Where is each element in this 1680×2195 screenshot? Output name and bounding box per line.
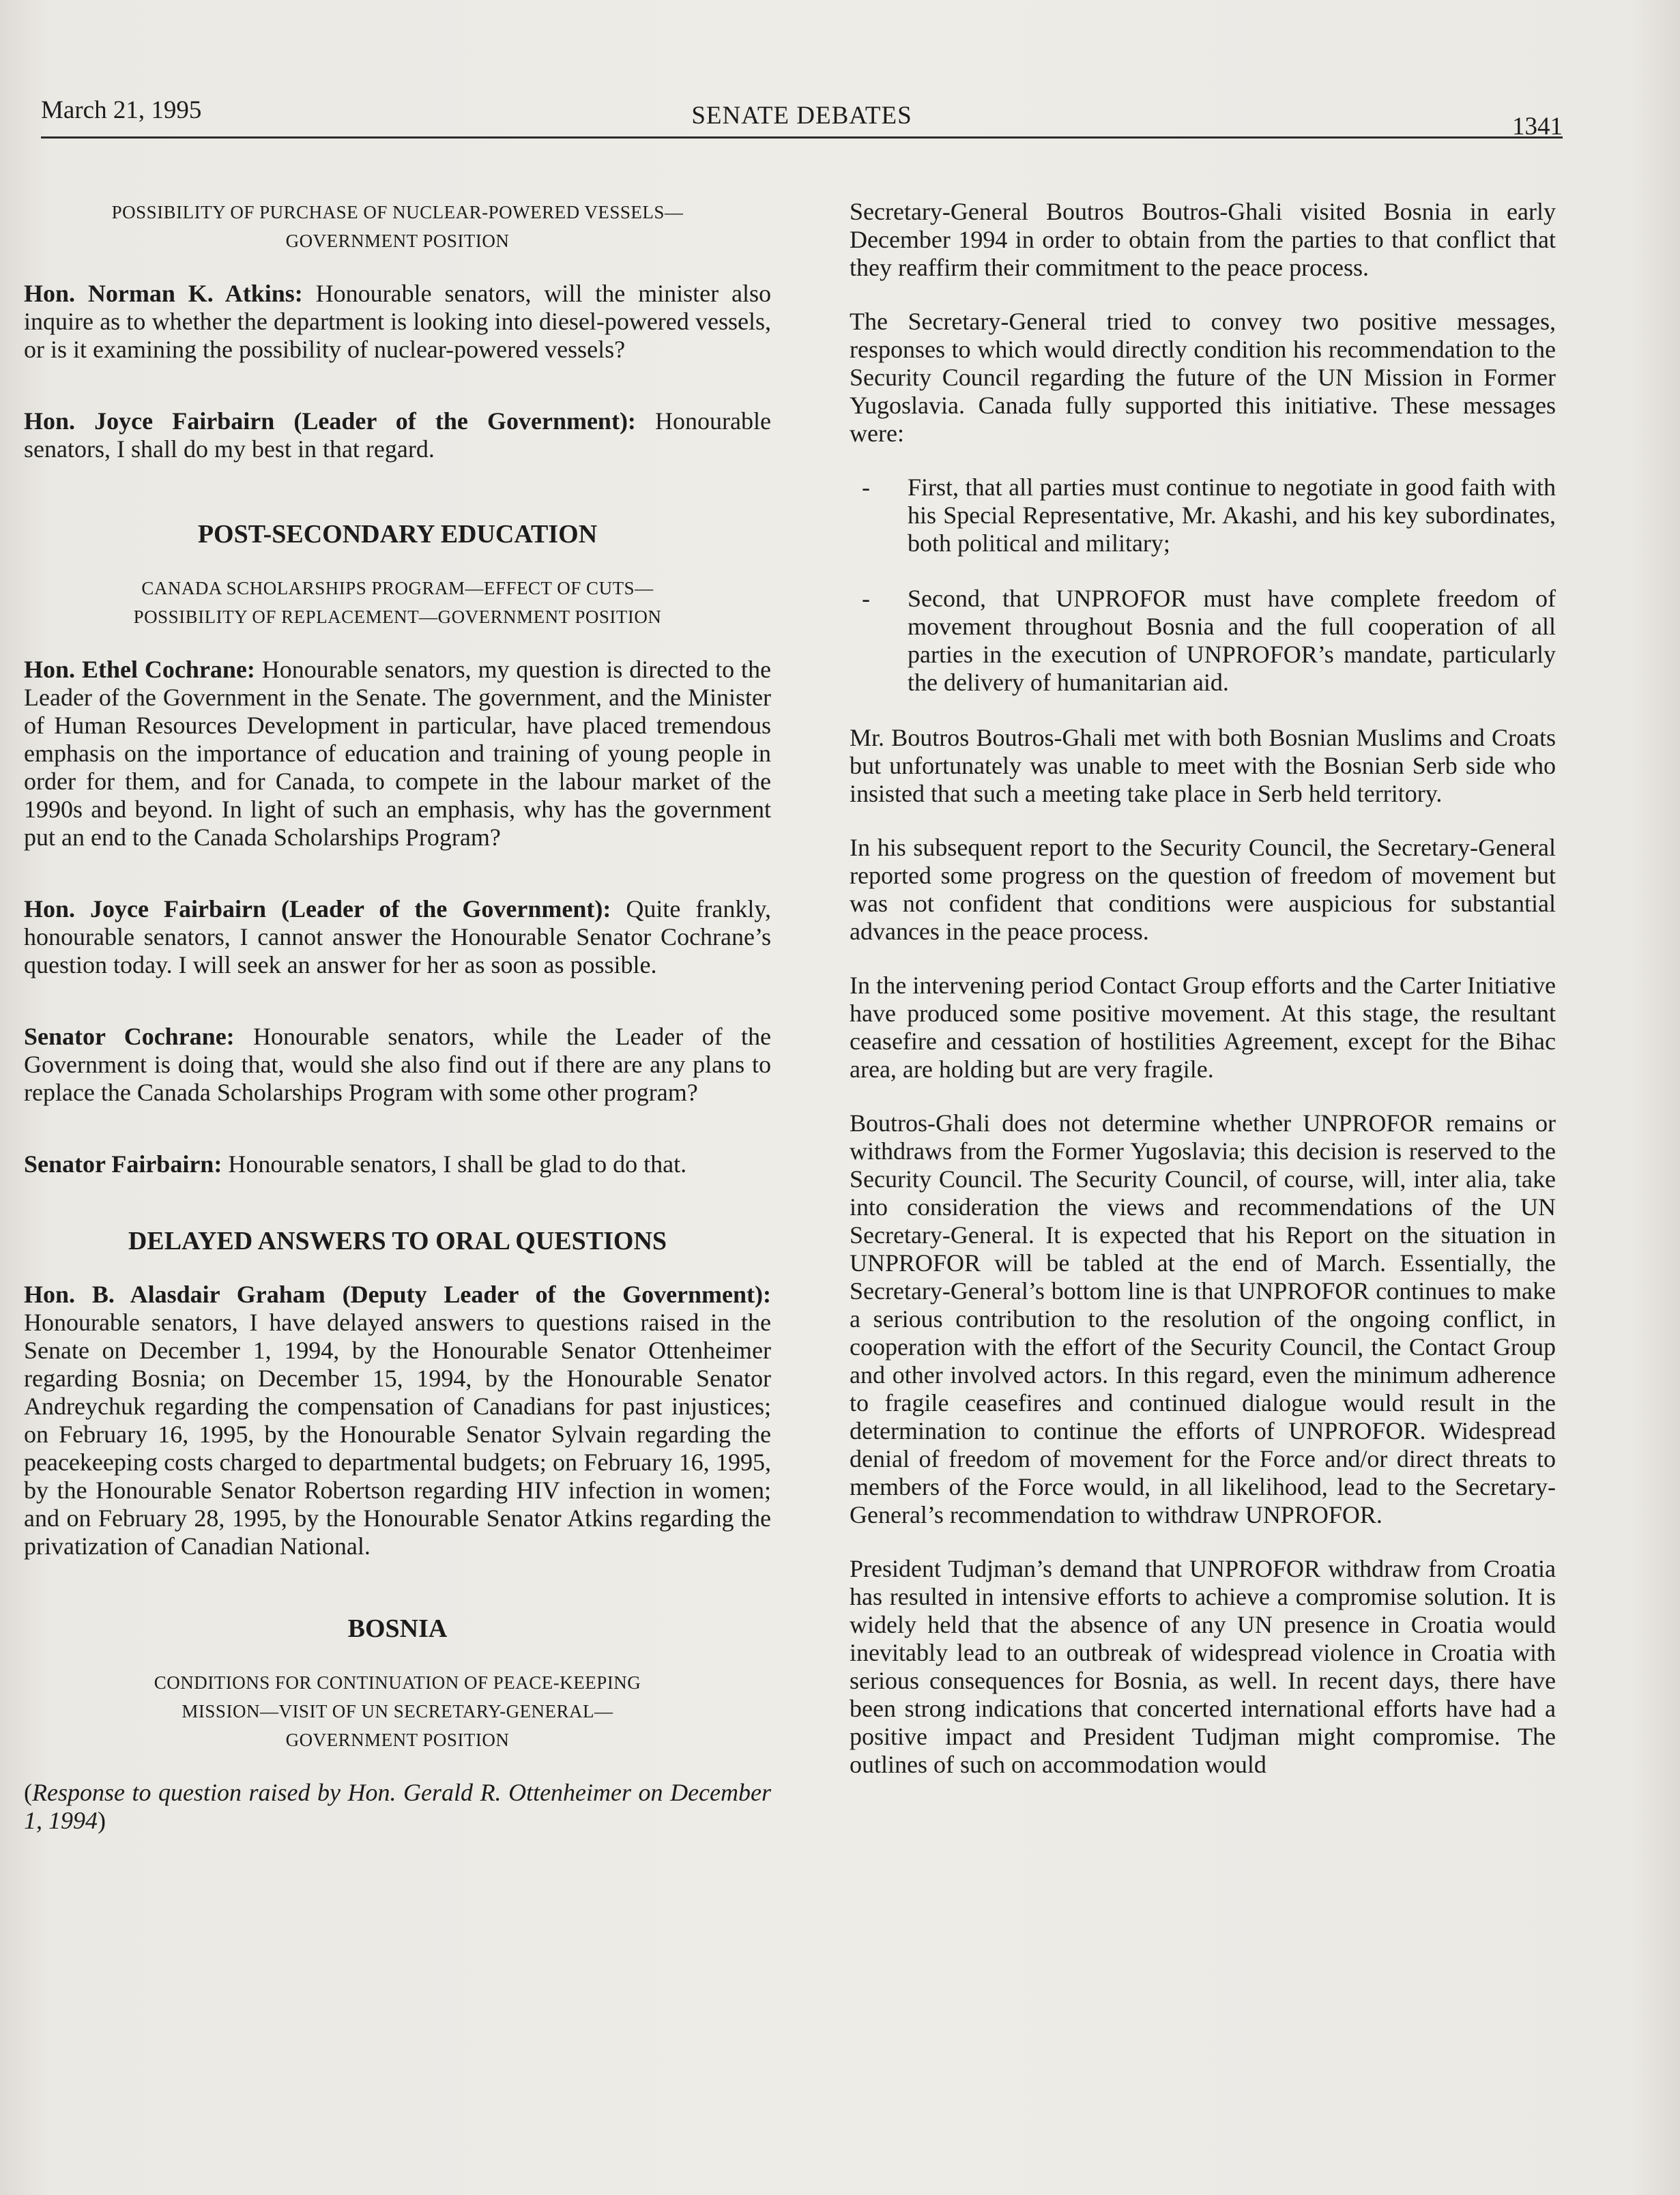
right-column [850, 198, 1556, 1805]
body-paragraph: In his subsequent report to the Security Council, the Secretary-General reported some progress on the question of freedom of movement but was not confident that conditions were auspicious for substantial advances in the peace process. [850, 834, 1556, 945]
body-paragraph: President Tudjman’s demand that UNPROFOR withdraw from Croatia has resulted in intensive efforts to achieve a compromise solution. It is widely held that the absence of any UN presence in Croatia would inevitably lead to an outbreak of widespread violence in Croatia with serious consequences for Bosnia, as well. In recent days, there have been strong indications that concerted international efforts have had a positive impact and President Tudjman might compromise. The outlines of such on accommodation would [850, 1555, 1556, 1778]
left-column [24, 198, 771, 1835]
speech-text: Honourable senators, I shall do my best in that regard. [24, 407, 771, 463]
speech-text: Honourable senators, while the Leader of the Government is doing that, would she also find out if there are any plans to replace the Canada Scholarships Program with some other program? [24, 1023, 771, 1106]
subheading-line: GOVERNMENT POSITION [285, 1730, 510, 1750]
list-item-text: First, that all parties must continue to negotiate in good faith with his Special Representative, Mr. Akashi, and his key subordinates, both political and military; [908, 474, 1556, 557]
subheading-line: POSSIBILITY OF PURCHASE OF NUCLEAR-POWERED VESSELS— [111, 202, 684, 222]
subheading-nuclear-vessels [24, 198, 771, 255]
list-dash: - [862, 474, 870, 501]
body-paragraph: Mr. Boutros Boutros-Ghali met with both Bosnian Muslims and Croats but unfortunately was unable to meet with the Bosnian Serb side who insisted that such a meeting take place in Serb held territory. [850, 724, 1556, 807]
speech-atkins [24, 280, 771, 364]
speaker-name: Hon. Ethel Cochrane: [24, 656, 255, 683]
speech-text: Quite frankly, honourable senators, I cannot answer the Honourable Senator Cochrane’s question today. I will seek an answer for her as soon as possible. [24, 895, 771, 978]
response-note-close: ) [98, 1807, 106, 1834]
section-heading-delayed-answers: DELAYED ANSWERS TO ORAL QUESTIONS [128, 1227, 667, 1255]
response-note-text: Response to question raised by Hon. Gerald R. Ottenheimer on December 1, 1994 [24, 1779, 771, 1834]
speech-text: Honourable senators, my question is directed to the Leader of the Government in the Senate. The government, and the Minister of Human Resources Development in particular, have placed tremendous emphasis on the importance of education and training of young people in order for them, and for Canada, to compete in the labour market of the 1990s and beyond. In light of such an emphasis, why has the government put an end to the Canada Scholarships Program? [24, 656, 771, 851]
speech-graham [24, 1281, 771, 1560]
speaker-name: Hon. B. Alasdair Graham (Deputy Leader of the Government): [24, 1281, 771, 1308]
subheading-line: CONDITIONS FOR CONTINUATION OF PEACE-KEEPING [154, 1672, 641, 1693]
list-dash: - [862, 585, 870, 612]
list-item [850, 474, 1556, 557]
speech-text: Honourable senators, I have delayed answers to questions raised in the Senate on December 1, 1994, by the Honourable Senator Ottenheimer regarding Bosnia; on December 15, 1994, by the Honourable Senator Andreychuk regarding the compensation of Canadians for past injustices; on February 16, 1995, by the Honourable Senator Sylvain regarding the peacekeeping costs charged to departmental budgets; on February 16, 1995, by the Honourable Senator Robertson regarding HIV infection in women; and on February 28, 1995, by the Honourable Senator Atkins regarding the privatization of Canadian National. [24, 1309, 771, 1560]
speech-text: Honourable senators, will the minister also inquire as to whether the department is looking into diesel-powered vessels, or is it examining the possibility of nuclear-powered vessels? [24, 280, 771, 363]
message-list [850, 474, 1556, 697]
speech-cochrane-2 [24, 1023, 771, 1107]
body-paragraph: Boutros-Ghali does not determine whether UNPROFOR remains or withdraws from the Former Yugoslavia; this decision is reserved to the Security Council. The Security Council, of course, will, inter alia, take into consideration the views and recommendations of the UN Secretary-General. It is expected that his Report on the situation in UNPROFOR will be tabled at the end of March. Essentially, the Secretary-General’s bottom line is that UNPROFOR continues to make a serious contribution to the resolution of the ongoing conflict, in cooperation with the effort of the Security Council, the Contact Group and other involved actors. In this regard, even the minimum adherence to fragile ceasefires and continued dialogue would result in the determination to continue the efforts of UNPROFOR. Widespread denial of freedom of movement for the Force and/or direct threats to members of the Force would, in all likelihood, lead to the Secretary-General’s recommendation to withdraw UNPROFOR. [850, 1109, 1556, 1528]
speaker-name: Hon. Joyce Fairbairn (Leader of the Government): [24, 407, 636, 435]
speaker-name: Hon. Norman K. Atkins: [24, 280, 303, 307]
subheading-line: MISSION—VISIT OF UN SECRETARY-GENERAL— [182, 1701, 613, 1721]
subheading-line: GOVERNMENT POSITION [285, 231, 510, 251]
subheading-line: POSSIBILITY OF REPLACEMENT—GOVERNMENT POSITION [133, 607, 662, 627]
speech-text: Honourable senators, I shall be glad to do that. [222, 1150, 687, 1178]
speech-fairbairn-3 [24, 1150, 771, 1178]
speech-cochrane-1 [24, 656, 771, 852]
list-item [850, 585, 1556, 697]
header-date: March 21, 1995 [41, 96, 202, 124]
speaker-name: Senator Cochrane: [24, 1023, 235, 1050]
subheading-scholarships [24, 574, 771, 631]
page-number: 1341 [1512, 113, 1563, 141]
body-paragraph: The Secretary-General tried to convey two positive messages, responses to which would directly condition his recommendation to the Security Council regarding the future of the UN Mission in Former Yugoslavia. Canada fully supported this initiative. These messages were: [850, 308, 1556, 447]
body-paragraph: In the intervening period Contact Group efforts and the Carter Initiative have produced some positive movement. At this stage, the resultant ceasefire and cessation of hostilities Agreement, except for the Bihac area, are holding but are very fragile. [850, 972, 1556, 1083]
section-heading-post-secondary: POST-SECONDARY EDUCATION [197, 520, 598, 549]
body-paragraph: Secretary-General Boutros Boutros-Ghali visited Bosnia in early December 1994 in order to obtain from the parties to that conflict that they reaffirm their commitment to the peace process. [850, 198, 1556, 281]
speaker-name: Senator Fairbairn: [24, 1150, 222, 1178]
subheading-line: CANADA SCHOLARSHIPS PROGRAM—EFFECT OF CUTS— [141, 578, 654, 598]
response-note-open: ( [24, 1779, 32, 1806]
subheading-peacekeeping [24, 1668, 771, 1754]
header-title: SENATE DEBATES [691, 102, 912, 130]
section-heading-bosnia: BOSNIA [347, 1614, 448, 1643]
running-header [41, 96, 1563, 139]
list-item-text: Second, that UNPROFOR must have complete freedom of movement throughout Bosnia and the full cooperation of all parties in the execution of UNPROFOR’s mandate, particularly the delivery of humanitarian aid. [908, 585, 1556, 696]
speaker-name: Hon. Joyce Fairbairn (Leader of the Government): [24, 895, 611, 922]
speech-fairbairn-2 [24, 895, 771, 979]
speech-fairbairn-1 [24, 407, 771, 463]
response-note [24, 1779, 771, 1835]
